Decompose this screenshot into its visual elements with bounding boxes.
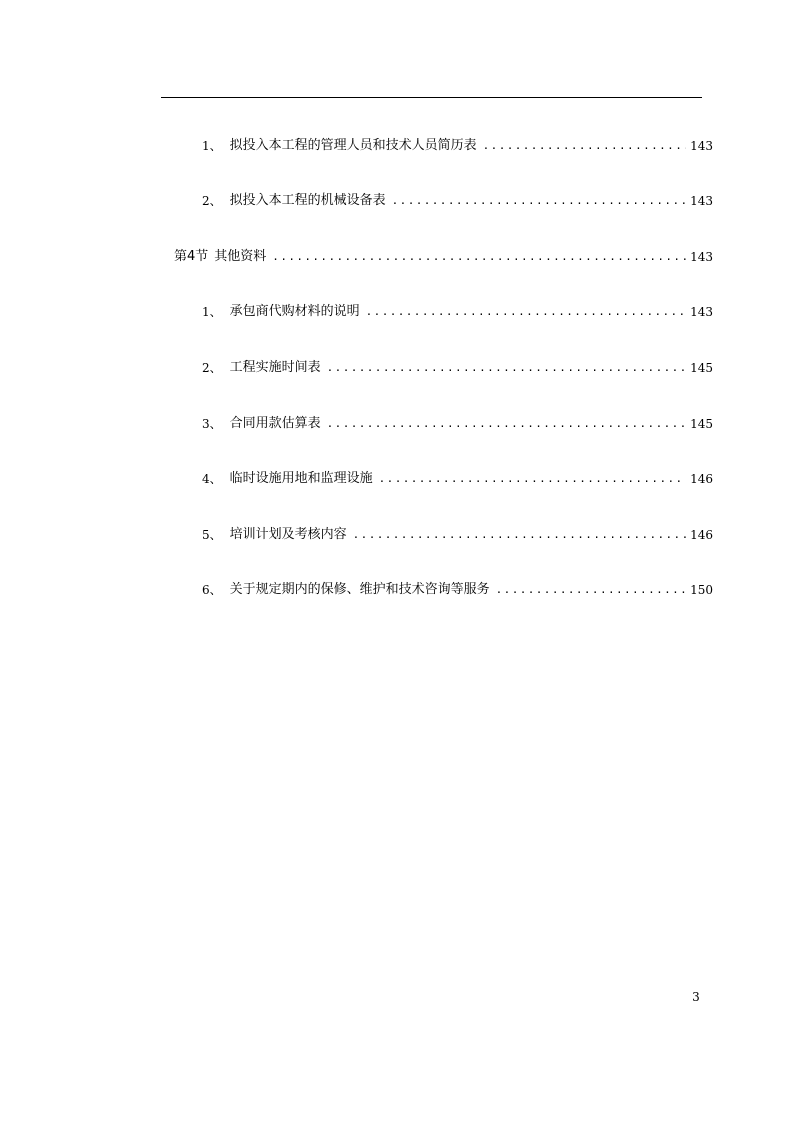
toc-entry-title: 临时设施用地和监理设施 — [229, 471, 373, 486]
toc-dot-leader — [272, 248, 686, 266]
toc-section-entry[interactable] — [174, 248, 713, 266]
toc-entry-number: 4、 — [202, 472, 222, 486]
toc-entry-number: 5、 — [202, 528, 222, 542]
toc-entry-title: 合同用款估算表 — [229, 416, 321, 431]
toc-dot-leader — [327, 415, 686, 433]
toc-entry-title: 工程实施时间表 — [229, 360, 321, 375]
page-number: 3 — [692, 990, 700, 1004]
toc-entry-number: 1、 — [202, 139, 222, 153]
toc-entry-number: 1、 — [202, 305, 222, 319]
toc-entry[interactable] — [202, 359, 713, 377]
toc-entry-page: 146 — [690, 472, 713, 486]
toc-entry-page: 143 — [690, 139, 713, 153]
toc-entry-title: 关于规定期内的保修、维护和技术咨询等服务 — [229, 582, 490, 597]
toc-entry-title: 拟投入本工程的管理人员和技术人员简历表 — [229, 138, 477, 153]
toc-entry-page: 145 — [690, 361, 713, 375]
toc-entry-title: 其他资料 — [214, 249, 267, 264]
toc-entry[interactable] — [202, 526, 713, 544]
toc-dot-leader — [392, 192, 686, 210]
toc-entry[interactable] — [202, 470, 713, 488]
toc-dot-leader — [379, 470, 686, 488]
toc-dot-leader — [366, 303, 686, 321]
toc-entry[interactable] — [202, 137, 713, 155]
header-rule — [161, 97, 702, 98]
toc-entry[interactable] — [202, 303, 713, 321]
toc-entry-page: 143 — [690, 305, 713, 319]
toc-entry-number: 3、 — [202, 417, 222, 431]
toc-entry-title: 培训计划及考核内容 — [229, 527, 347, 542]
toc-entry[interactable] — [202, 192, 713, 210]
toc-dot-leader — [353, 526, 686, 544]
toc-entry-page: 143 — [690, 250, 713, 264]
toc-entry-page: 146 — [690, 528, 713, 542]
toc-entry-page: 145 — [690, 417, 713, 431]
toc-entry-page: 150 — [690, 583, 713, 597]
toc-dot-leader — [496, 581, 686, 599]
toc-entry-title: 承包商代购材料的说明 — [229, 304, 360, 319]
toc-entry-number: 2、 — [202, 194, 222, 208]
toc-entry-page: 143 — [690, 194, 713, 208]
toc-entry-number: 2、 — [202, 361, 222, 375]
toc-entry-title: 拟投入本工程的机械设备表 — [229, 193, 386, 208]
toc-entry-number: 6、 — [202, 583, 222, 597]
toc-entry[interactable] — [202, 415, 713, 433]
toc-entry[interactable] — [202, 581, 713, 599]
toc-dot-leader — [483, 137, 686, 155]
toc-section-label: 第4节 — [174, 249, 209, 264]
toc-dot-leader — [327, 359, 686, 377]
